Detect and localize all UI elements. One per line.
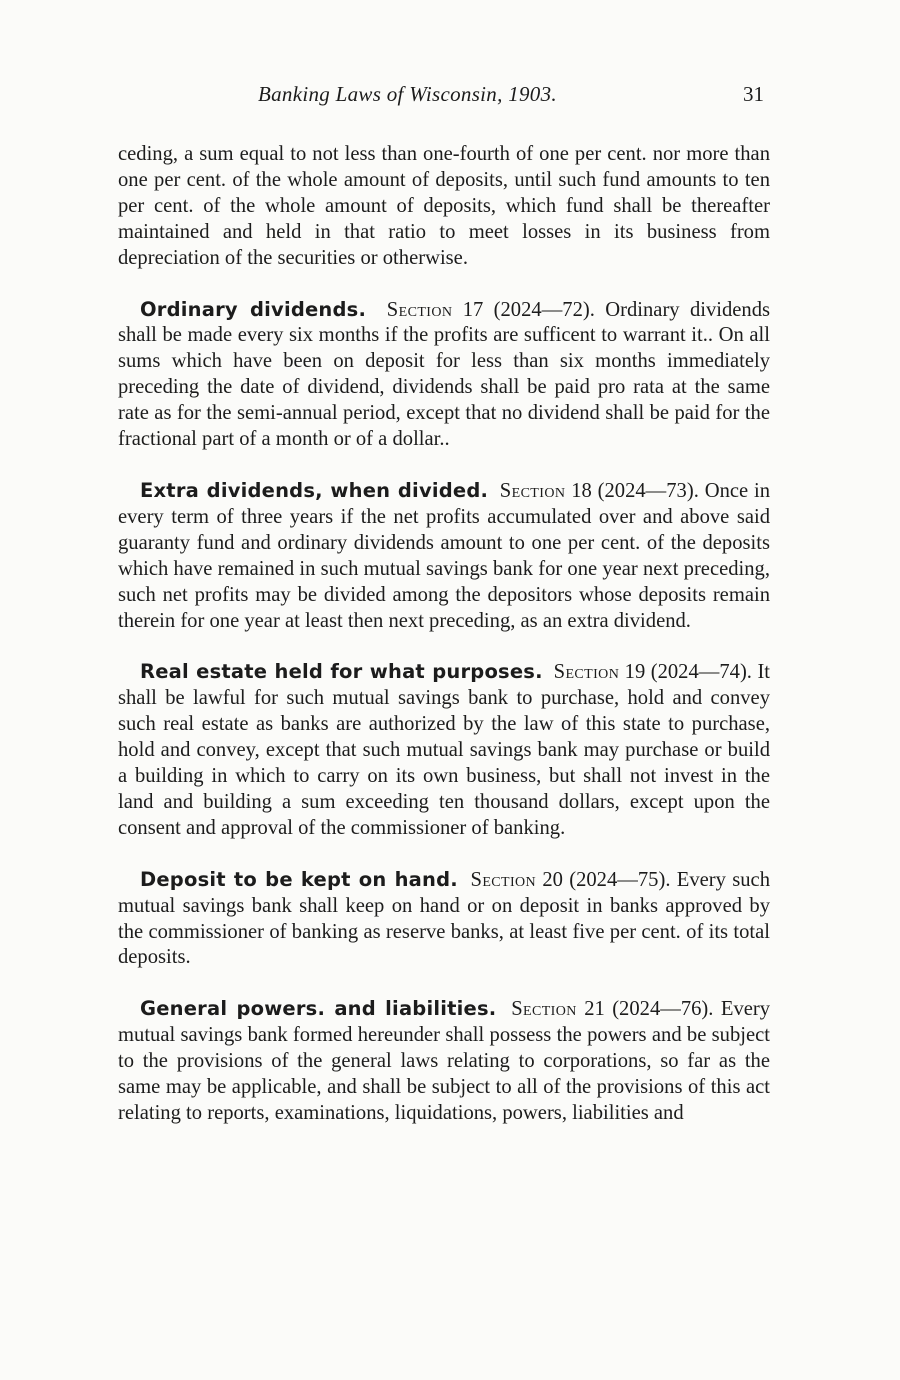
section-heading: Ordinary dividends. <box>140 297 367 321</box>
section-ref: 19 (2024—74). <box>624 661 752 684</box>
paragraph-text: ceding, a sum equal to not less than one-fourth of one per cent. nor more than one per cent. of the whole amount of deposits, until such fund amounts to ten per cent. of the whole amount of deposits, which fund shall be thereafter maintained and held in that ratio to meet losses in its business from depreciation of the securities or otherwise. <box>118 143 770 269</box>
section-heading: Extra dividends, when divided. <box>140 478 489 502</box>
section-label: Section <box>499 479 566 502</box>
page-number: 31 <box>743 82 764 106</box>
section-label: Section <box>553 661 620 684</box>
section-heading: General powers. and liabilities. <box>140 997 497 1021</box>
section-20-paragraph <box>118 867 770 972</box>
continued-paragraph <box>118 142 770 272</box>
section-21-paragraph <box>118 996 770 1127</box>
paragraph-text: Ordinary dividends shall be made every six months if the profits are sufficent to warrant it.. On all sums which have been on deposit for less than six months immediately preceding the date of dividend, dividends shall be paid pro rata at the same rate as for the semi-annual period, except that no dividend shall be paid for the fractional part of a month or of a dollar.. <box>118 298 771 451</box>
section-heading: Deposit to be kept on hand. <box>140 867 458 891</box>
section-heading: Real estate held for what purposes. <box>140 660 543 684</box>
running-head <box>118 82 770 112</box>
section-18-paragraph <box>118 478 770 634</box>
section-ref: 17 (2024—72). <box>462 298 595 321</box>
section-label: Section <box>511 998 577 1021</box>
paragraph-text: Every such mutual savings bank shall keep on hand or on deposit in banks approved by the commissioner of banking as reserve banks, at least five per cent. of its total deposits. <box>118 868 770 969</box>
section-ref: 21 (2024—76). <box>584 998 714 1021</box>
paragraph-text: Every mutual savings bank formed hereunder shall possess the powers and be subject to the provisions of the general laws relating to corporations, so far as the same may be applicable, and shall be subject to all of the provisions of this act relating to reports, examinations, liquidations, powers, liabilities and <box>118 998 771 1124</box>
paragraph-text: Once in every term of three years if the net profits accumulated over and above said guaranty fund and ordinary dividends amount to one per cent. of the deposits which have remained in such mutual savings bank for one year next preceding, such net profits may be divided among the depositors whose deposits remain therein for one year at least then next preceding, as an extra dividend. <box>118 479 771 632</box>
section-label: Section <box>386 298 453 321</box>
book-page <box>118 82 770 1127</box>
section-label: Section <box>470 868 537 891</box>
section-ref: 20 (2024—75). <box>542 868 671 891</box>
section-19-paragraph <box>118 659 770 841</box>
running-title: Banking Laws of Wisconsin, 1903. <box>258 82 557 106</box>
paragraph-text: It shall be lawful for such mutual savings bank to purchase, hold and convey such real estate as banks are authorized by the law of this state to purchase, hold and convey, except that such mutual savings bank may purchase or build a building in which to carry on its own business, but shall not invest in the land and building a sum exceeding ten thousand dollars, except upon the consent and approval of the commissioner of banking. <box>118 661 771 839</box>
section-17-paragraph <box>118 297 770 453</box>
section-ref: 18 (2024—73). <box>571 479 699 502</box>
